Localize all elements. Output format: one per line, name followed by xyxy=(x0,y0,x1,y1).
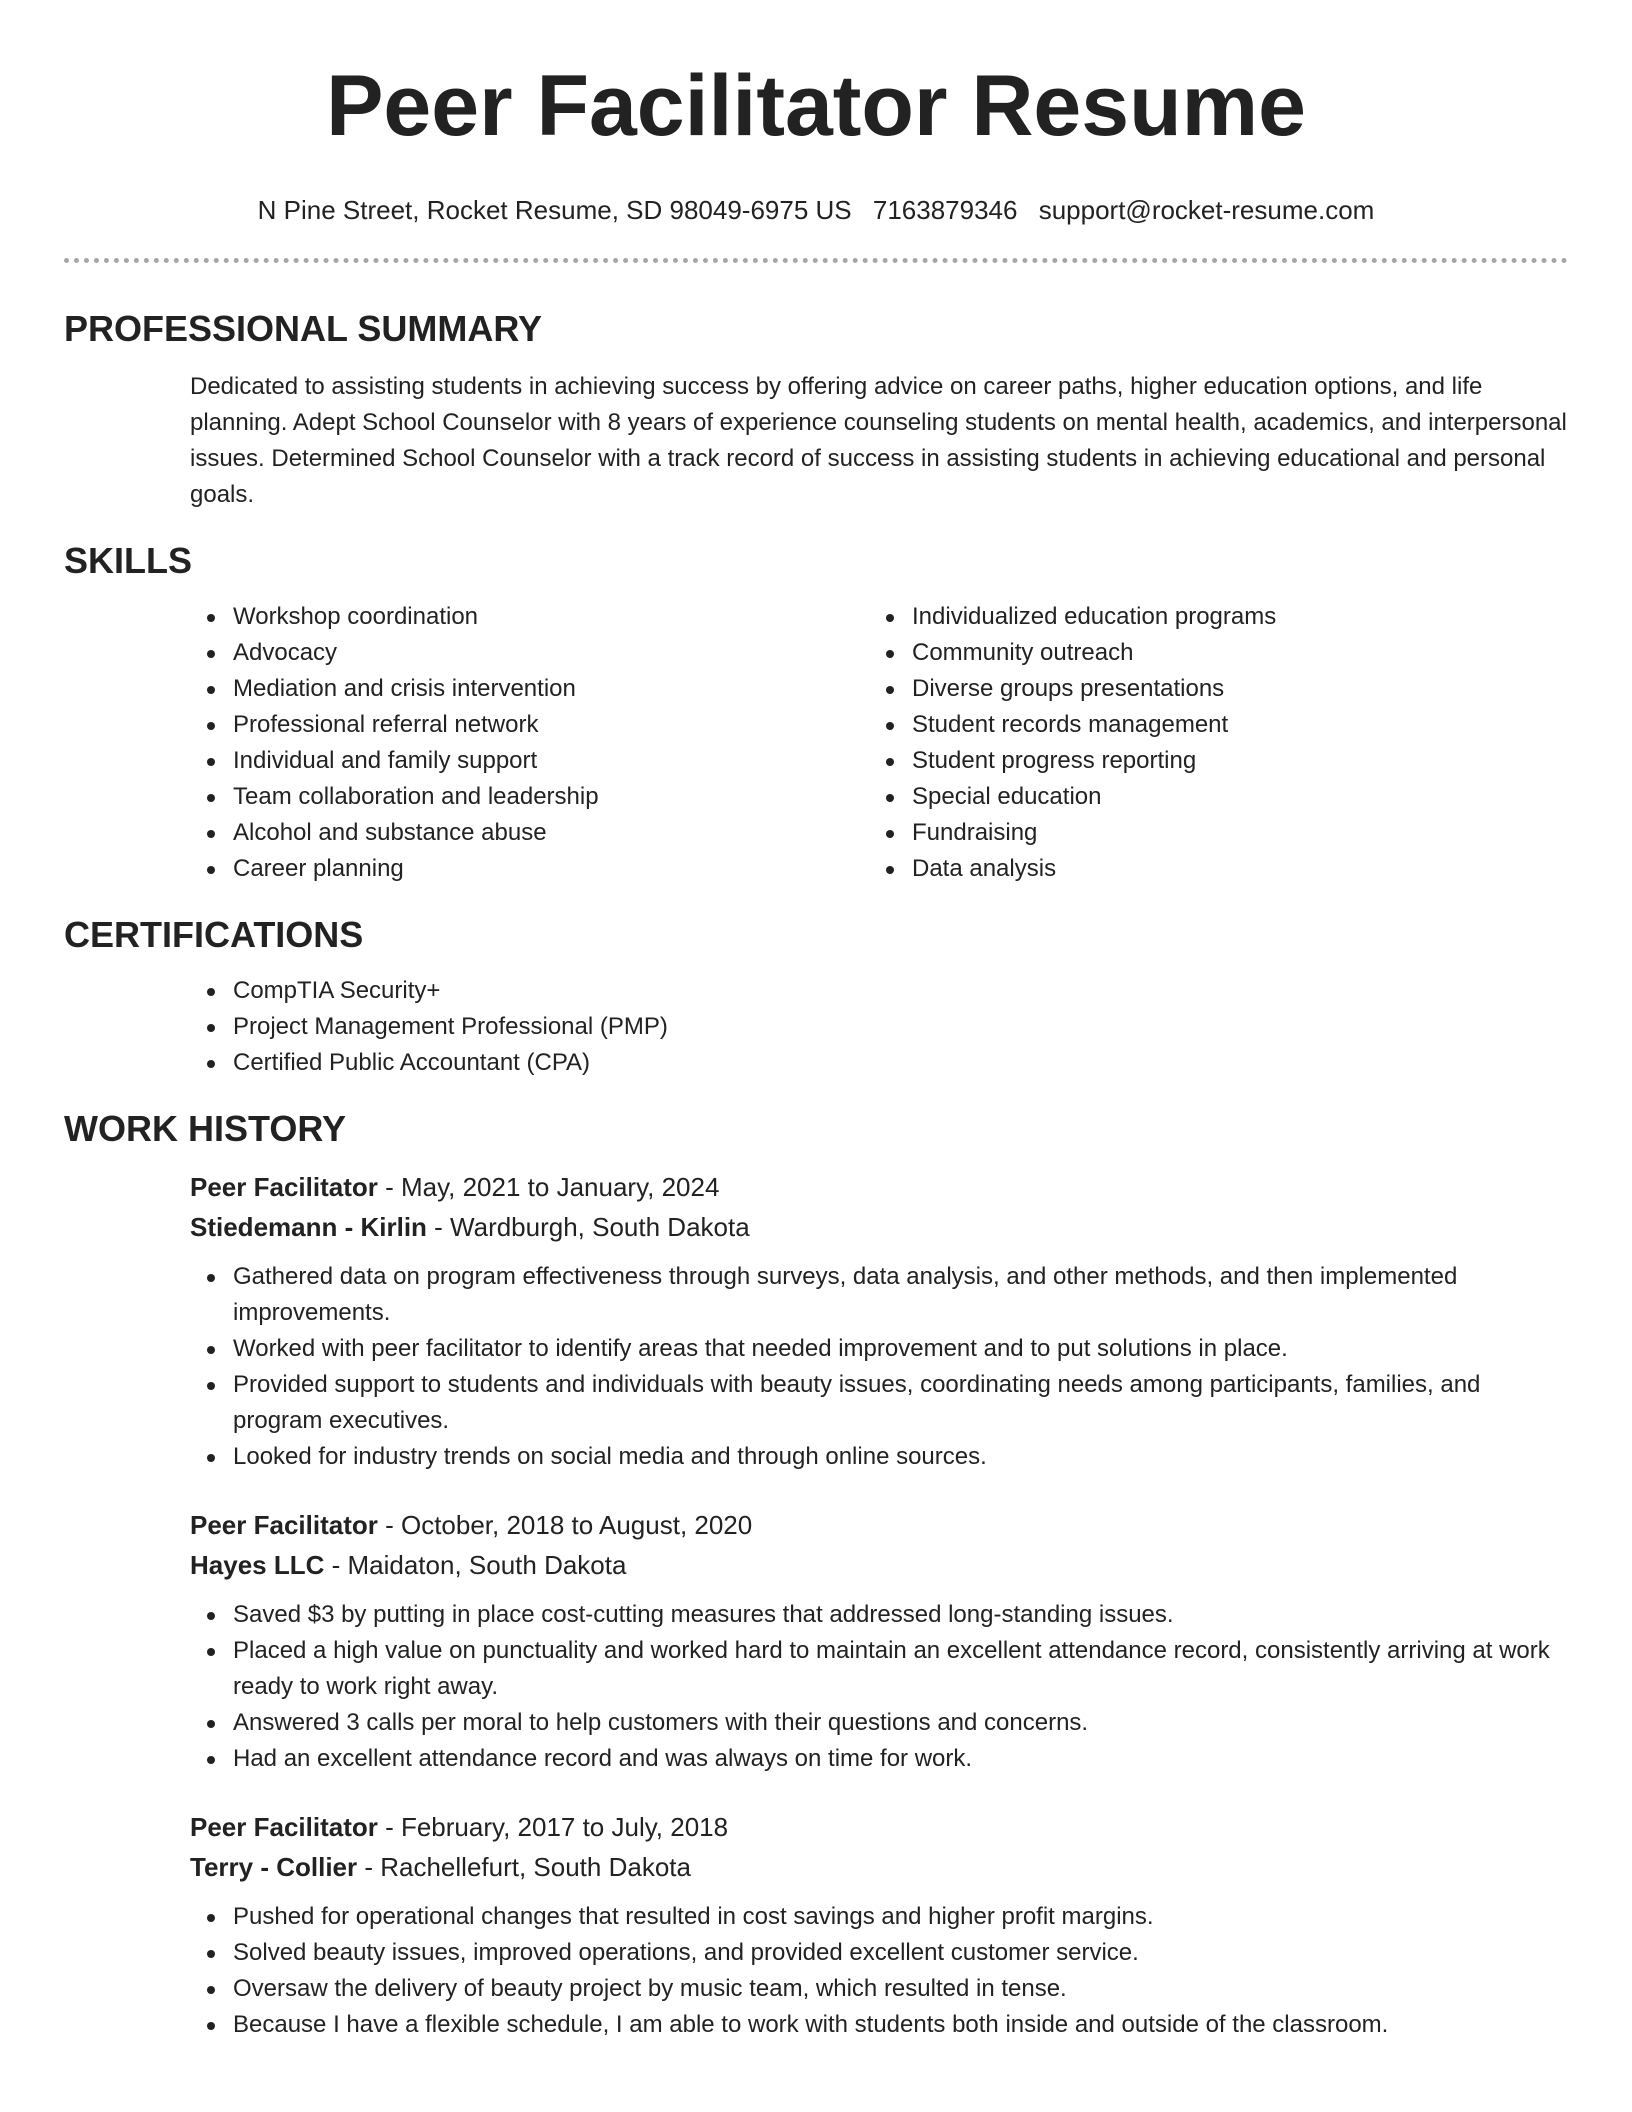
job-dates: - May, 2021 to January, 2024 xyxy=(377,1172,720,1202)
skill-item: Professional referral network xyxy=(190,707,869,743)
email: support@rocket-resume.com xyxy=(1038,195,1375,225)
job-bullets xyxy=(190,1259,1568,1475)
job-role: Peer Facilitator xyxy=(190,1172,378,1202)
job-entry xyxy=(190,1505,1568,1777)
job-bullets xyxy=(190,1899,1568,2043)
skill-item: Diverse groups presentations xyxy=(869,671,1548,707)
skill-item: Student progress reporting xyxy=(869,743,1548,779)
skills-columns xyxy=(190,599,1568,887)
job-entry xyxy=(190,1167,1568,1475)
certification-item: Certified Public Accountant (CPA) xyxy=(190,1045,1568,1081)
job-bullet: Solved beauty issues, improved operations, and provided excellent customer service. xyxy=(190,1935,1568,1971)
certification-item: CompTIA Security+ xyxy=(190,973,1568,1009)
work-history-section xyxy=(64,1107,1568,2043)
certifications-section xyxy=(64,913,1568,1081)
skill-item: Community outreach xyxy=(869,635,1548,671)
job-company: Hayes LLC xyxy=(190,1550,325,1580)
job-company: Stiedemann - Kirlin xyxy=(190,1212,427,1242)
resume-page xyxy=(64,0,1568,2043)
skills-left-list xyxy=(190,599,869,887)
job-location: - Rachellefurt, South Dakota xyxy=(357,1852,691,1882)
skill-item: Individual and family support xyxy=(190,743,869,779)
job-bullet: Had an excellent attendance record and was always on time for work. xyxy=(190,1741,1568,1777)
skills-section xyxy=(64,539,1568,887)
job-role: Peer Facilitator xyxy=(190,1812,378,1842)
skill-item: Student records management xyxy=(869,707,1548,743)
job-bullet: Saved $3 by putting in place cost-cutting measures that addressed long-standing issues. xyxy=(190,1597,1568,1633)
job-title-line xyxy=(190,1505,1568,1545)
job-role: Peer Facilitator xyxy=(190,1510,378,1540)
certification-item: Project Management Professional (PMP) xyxy=(190,1009,1568,1045)
skill-item: Fundraising xyxy=(869,815,1548,851)
skill-item: Team collaboration and leadership xyxy=(190,779,869,815)
resume-title: Peer Facilitator Resume xyxy=(326,58,1306,154)
skills-right-list xyxy=(869,599,1548,887)
job-bullet: Oversaw the delivery of beauty project by music team, which resulted in tense. xyxy=(190,1971,1568,2007)
certifications-list xyxy=(190,973,1568,1081)
job-entry xyxy=(190,1807,1568,2043)
skill-item: Workshop coordination xyxy=(190,599,869,635)
job-title-line xyxy=(190,1167,1568,1207)
skill-item: Career planning xyxy=(190,851,869,887)
job-dates: - October, 2018 to August, 2020 xyxy=(377,1510,753,1540)
job-location: - Wardburgh, South Dakota xyxy=(426,1212,750,1242)
header-divider xyxy=(64,258,1568,263)
job-company-line xyxy=(190,1847,1568,1887)
certifications-title: CERTIFICATIONS xyxy=(64,914,364,955)
skill-item: Alcohol and substance abuse xyxy=(190,815,869,851)
summary-section xyxy=(64,307,1568,513)
summary-text: Dedicated to assisting students in achieving success by offering advice on career paths, higher education options, and life planning. Adept School Counselor with 8 years of experience counseling students on mental health, academics, and interpersonal issues. Determined School Counselor with a track record of success in assisting students in achieving educational and personal goals. xyxy=(190,373,1567,508)
skill-item: Special education xyxy=(869,779,1548,815)
skill-item: Advocacy xyxy=(190,635,869,671)
job-bullet: Placed a high value on punctuality and worked hard to maintain an excellent attendance record, consistently arriving at work ready to work right away. xyxy=(190,1633,1568,1705)
job-bullet: Looked for industry trends on social media and through online sources. xyxy=(190,1439,1568,1475)
job-company-line xyxy=(190,1545,1568,1585)
job-company: Terry - Collier xyxy=(190,1852,358,1882)
phone: 7163879346 xyxy=(872,195,1018,225)
job-bullet: Provided support to students and individuals with beauty issues, coordinating needs among participants, families, and program executives. xyxy=(190,1367,1568,1439)
job-bullet: Pushed for operational changes that resulted in cost savings and higher profit margins. xyxy=(190,1899,1568,1935)
skill-item: Mediation and crisis intervention xyxy=(190,671,869,707)
contact-line xyxy=(64,194,1568,226)
job-dates: - February, 2017 to July, 2018 xyxy=(377,1812,729,1842)
job-bullet: Answered 3 calls per moral to help customers with their questions and concerns. xyxy=(190,1705,1568,1741)
summary-title: PROFESSIONAL SUMMARY xyxy=(64,308,543,349)
job-title-line xyxy=(190,1807,1568,1847)
skill-item: Individualized education programs xyxy=(869,599,1548,635)
job-bullet: Because I have a flexible schedule, I am able to work with students both inside and outside of the classroom. xyxy=(190,2007,1568,2043)
address: N Pine Street, Rocket Resume, SD 98049-6975 US xyxy=(257,195,852,225)
skill-item: Data analysis xyxy=(869,851,1548,887)
work-history-title: WORK HISTORY xyxy=(64,1108,347,1149)
job-bullet: Worked with peer facilitator to identify areas that needed improvement and to put solutions in place. xyxy=(190,1331,1568,1367)
job-bullets xyxy=(190,1597,1568,1777)
job-company-line xyxy=(190,1207,1568,1247)
job-bullet: Gathered data on program effectiveness through surveys, data analysis, and other methods, and then implemented improvements. xyxy=(190,1259,1568,1331)
job-location: - Maidaton, South Dakota xyxy=(324,1550,627,1580)
skills-title: SKILLS xyxy=(64,540,193,581)
